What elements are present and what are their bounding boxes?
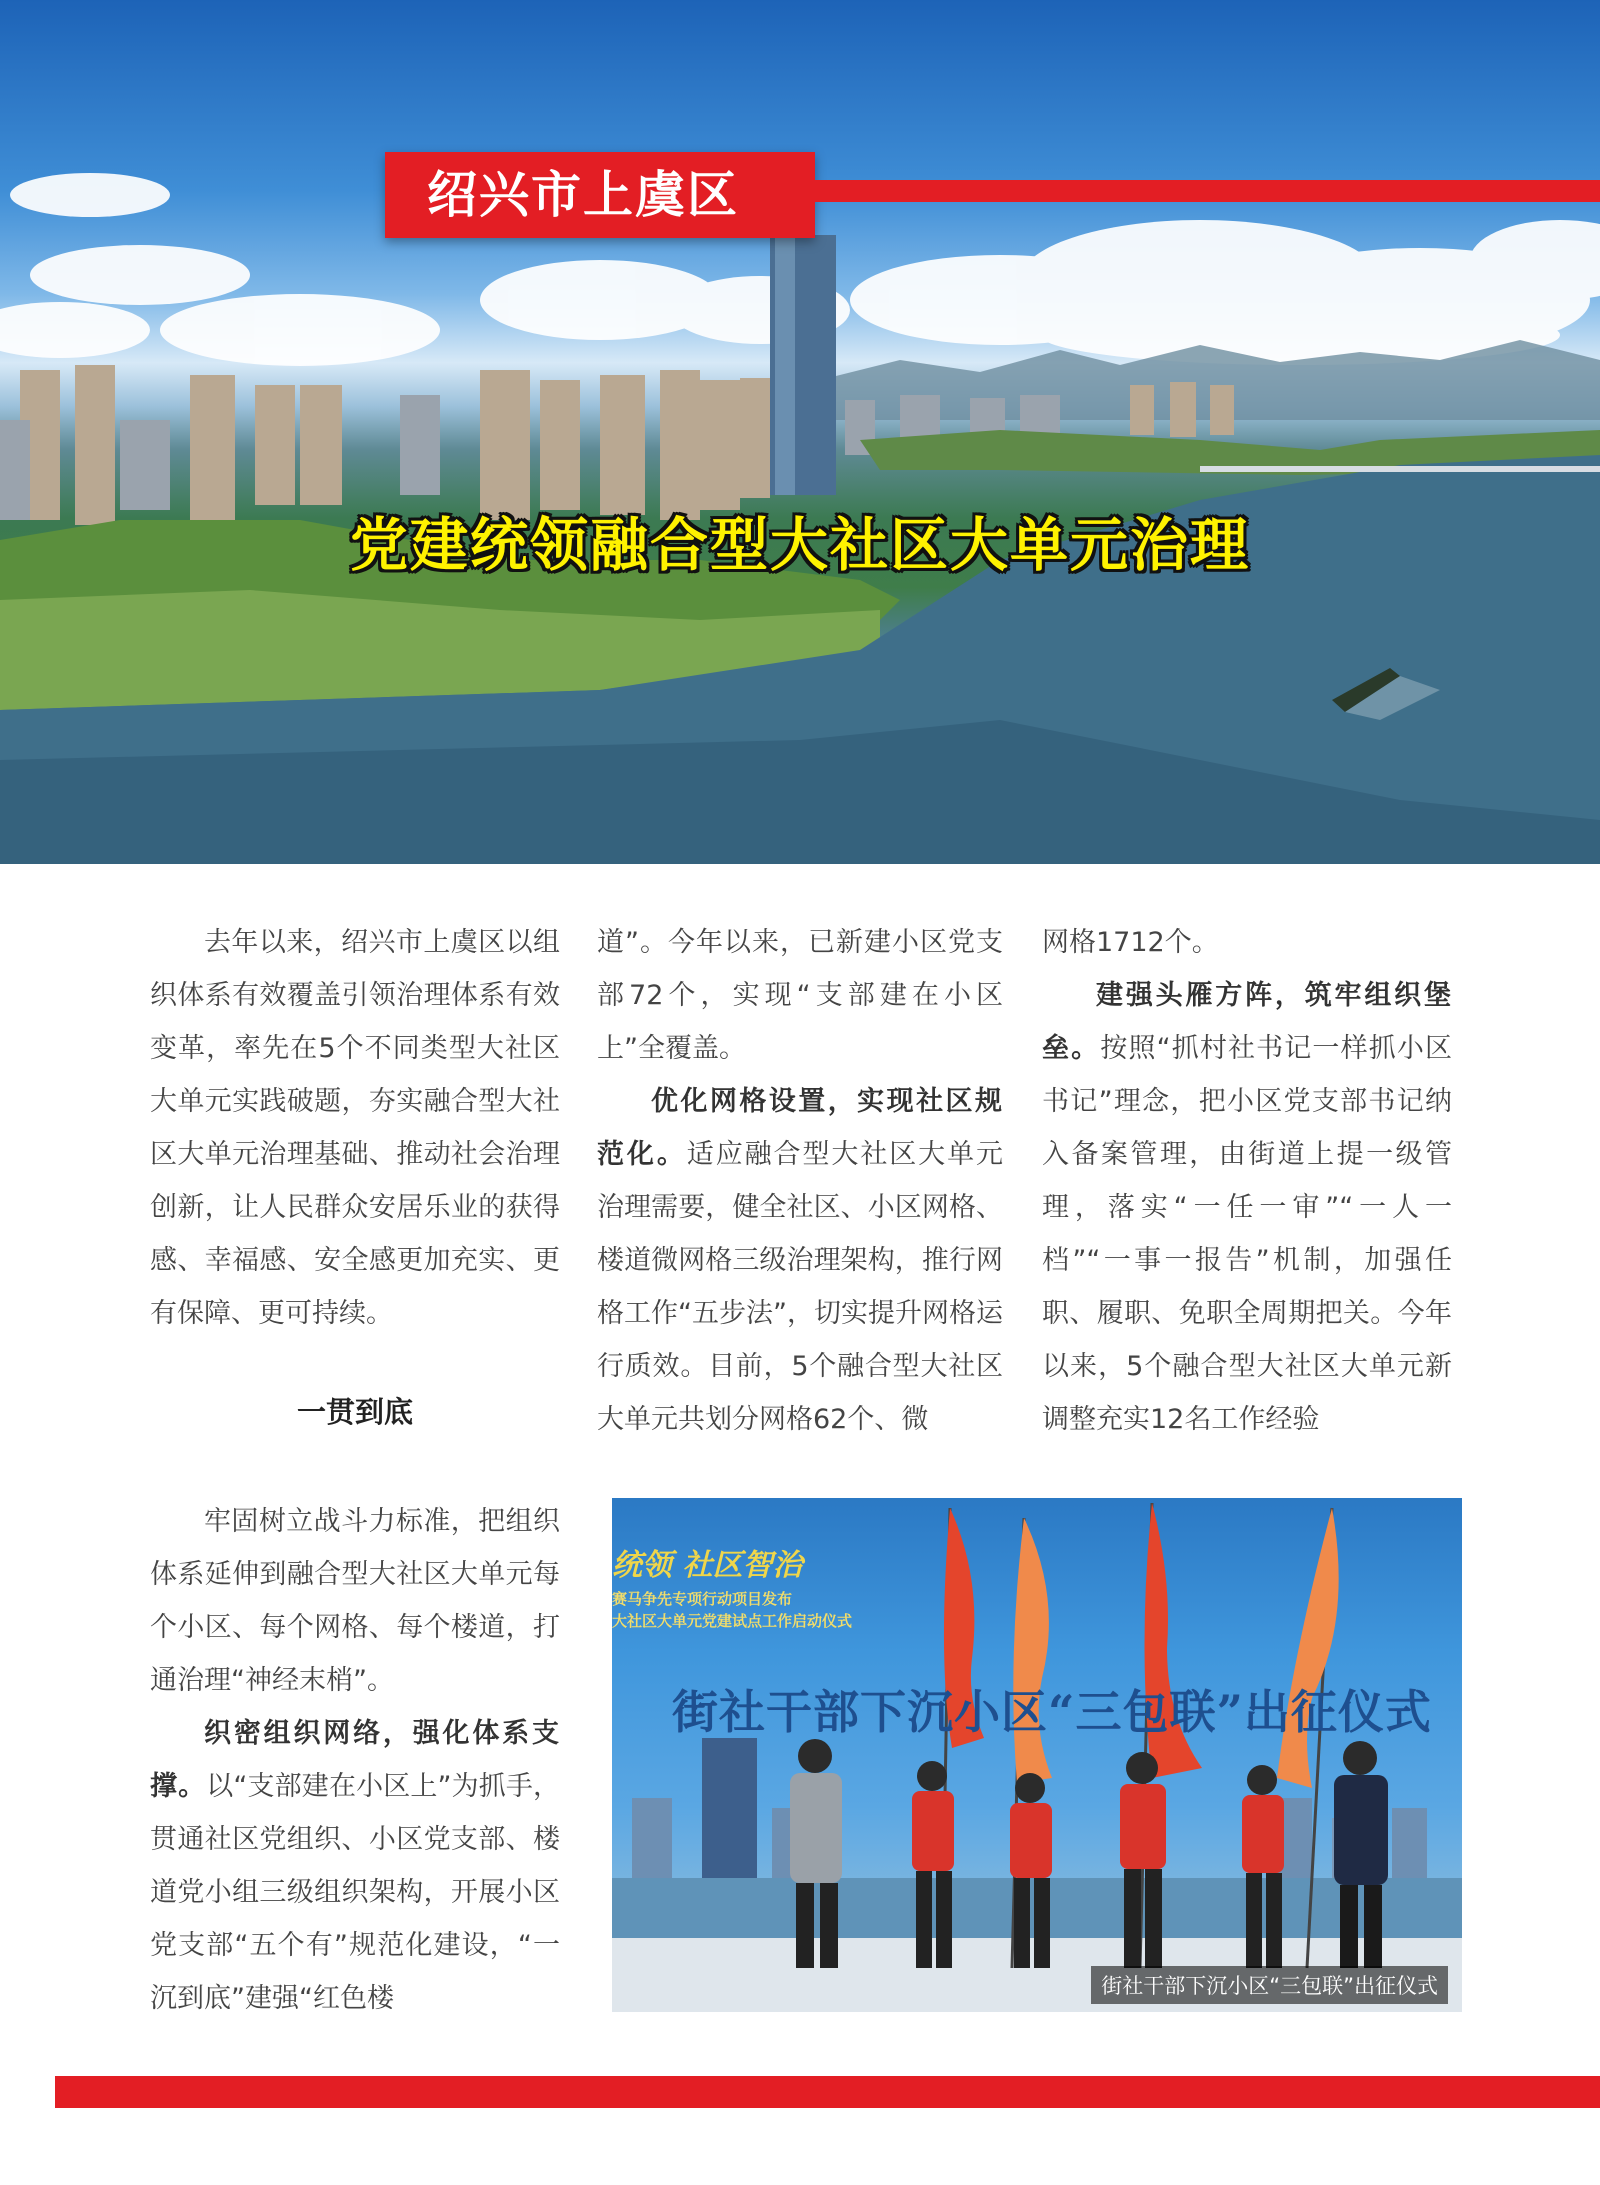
- hero-title: [0, 498, 1600, 582]
- backdrop-subtitle-2: 大社区大单元党建试点工作启动仪式: [612, 1612, 853, 1630]
- region-tag-label: 绍兴市上虞区: [427, 166, 739, 224]
- article-paragraph: [1042, 969, 1452, 1446]
- city-skyline-image: [0, 0, 1600, 864]
- section-heading: 一贯到底: [296, 1395, 413, 1429]
- backdrop-subtitle-1: 赛马争先专项行动项目发布: [612, 1590, 793, 1608]
- article-paragraph: [150, 1707, 560, 2025]
- photo-caption: 街社干部下沉小区“三包联”出征仪式: [1091, 1966, 1448, 2004]
- article-column-3: [1042, 916, 1452, 1446]
- region-tag: [385, 152, 815, 238]
- paragraph-body: 适应融合型大社区大单元治理需要，健全社区、小区网格、楼道微网格三级治理架构，推行网格工作“五步法”，切实提升网格运行质效。目前，5个融合型大社区大单元共划分网格62个、微: [597, 1139, 1004, 1435]
- article-column-1: [150, 916, 560, 1340]
- backdrop-slogan: 统领 社区智治: [612, 1548, 803, 1583]
- hero-title-text: 党建统领融合型大社区大单元治理: [349, 511, 1250, 579]
- article-column-1-lower: [150, 1495, 560, 2025]
- region-tag-line: [815, 180, 1600, 202]
- paragraph-lead: 建强头雁方阵，筑牢组织堡垒。: [1042, 980, 1452, 1064]
- article-paragraph: [597, 1075, 1003, 1446]
- backdrop-main-title: 街社干部下沉小区“三包联”出征仪式: [672, 1685, 1432, 1739]
- paragraph-lead: 织密组织网络，强化体系支撑。: [150, 1718, 560, 1802]
- paragraph-body: 以“支部建在小区上”为抓手，贯通社区党组织、小区党支部、楼道党小组三级组织架构，开展小区党支部“五个有”规范化建设，“一沉到底”建强“红色楼: [150, 1771, 561, 2014]
- article-paragraph: 去年以来，绍兴市上虞区以组织体系有效覆盖引领治理体系有效变革，率先在5个不同类型大社区大单元实践破题，夯实融合型大社区大单元治理基础、推动社会治理创新，让人民群众安居乐业的获得感、幸福感、安全感更加充实、更有保障、更可持续。: [150, 927, 560, 1329]
- footer-red-bar: [55, 2076, 1600, 2108]
- ceremony-photo: [612, 1498, 1462, 2012]
- article-paragraph: 道”。今年以来，已新建小区党支部72个，实现“支部建在小区上”全覆盖。: [597, 927, 1003, 1064]
- article-paragraph: 牢固树立战斗力标准，把组织体系延伸到融合型大社区大单元每个小区、每个网格、每个楼道，打通治理“神经末梢”。: [150, 1506, 560, 1696]
- paragraph-lead: 优化网格设置，实现社区规范化。: [597, 1086, 1003, 1170]
- hero-banner: [0, 0, 1600, 864]
- article-column-2: [597, 916, 1003, 1446]
- article-paragraph: 网格1712个。: [1042, 927, 1219, 958]
- paragraph-body: 按照“抓村社书记一样抓小区书记”理念，把小区党支部书记纳入备案管理，由街道上提一级管理，落实“一任一审”“一人一档”“一事一报告”机制，加强任职、履职、免职全周期把关。今年以来，5个融合型大社区大单元新调整充实12名工作经验: [1042, 1033, 1452, 1435]
